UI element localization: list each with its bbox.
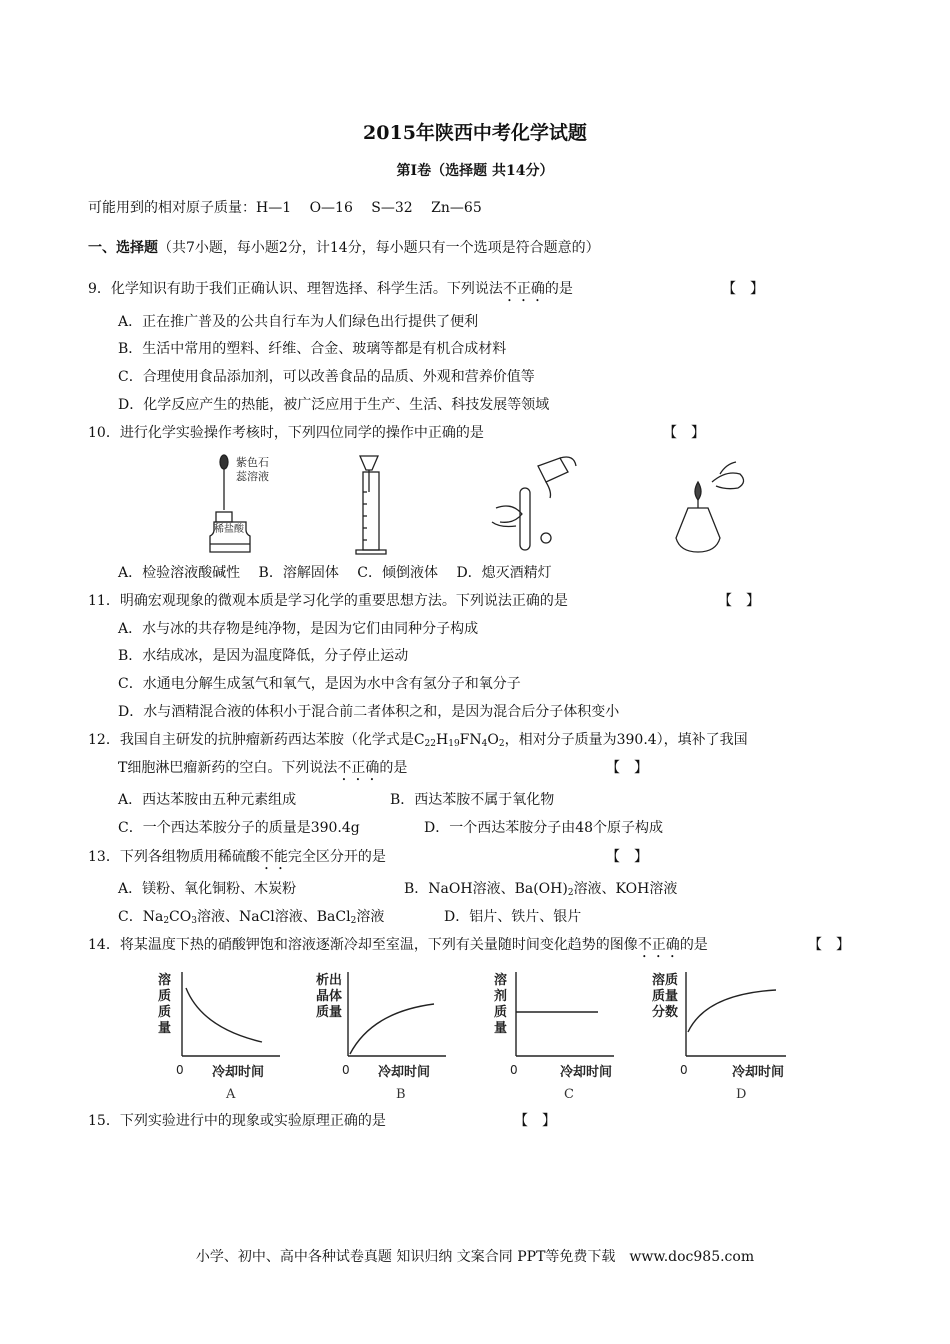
- question-12-stem: [88, 730, 748, 754]
- graph-b-letter: B: [396, 1087, 406, 1102]
- q13-answer-bracket[interactable]: 【 】: [606, 849, 648, 865]
- page-subtitle: 第Ⅰ卷（选择题 共14分）: [396, 163, 554, 179]
- question-10-stem: 10．进行化学实验操作考核时，下列四位同学的操作中正确的是: [88, 425, 484, 441]
- graph-c-ylabel-2: 剂: [494, 989, 508, 1004]
- alcohol-lamp-icon: [676, 462, 744, 552]
- atomic-mass-line: 可能用到的相对原子质量：H—1 O—16 S—32 Zn—65: [88, 200, 482, 216]
- q12-formula: $C_{22}H_{19}FN_4O_2$: [413, 732, 505, 749]
- q11-option-c[interactable]: C．水通电分解生成氢气和氧气，是因为水中含有氢分子和氧分子: [118, 676, 521, 692]
- dropper-label-top: 紫色石: [236, 456, 269, 469]
- question-13-stem: 13．下列各组物质用稀硫酸不能完全区分开的是: [88, 849, 386, 865]
- q13-option-c[interactable]: C．$Na_2CO_3$溶液、NaCl溶液、BaCl$_2$溶液: [118, 909, 385, 926]
- q12-stem-start: 12．我国自主研发的抗肿瘤新药西达苯胺（化学式是: [88, 732, 414, 748]
- measuring-cylinder-icon: [356, 456, 386, 554]
- graph-c: [494, 972, 614, 1102]
- q13-option-b[interactable]: B．NaOH溶液、$Ba(OH)_2$溶液、KOH溶液: [404, 881, 678, 898]
- q9-stem-end: 的是: [544, 281, 573, 297]
- q14-answer-bracket[interactable]: 【 】: [808, 937, 850, 953]
- graph-a-ylabel-4: 量: [158, 1021, 172, 1036]
- graph-c-letter: C: [564, 1087, 574, 1102]
- q10-options[interactable]: A．检验溶液酸碱性 B．溶解固体 C．倾倒液体 D．熄灭酒精灯: [118, 565, 552, 581]
- graph-a-ylabel-3: 质: [158, 1005, 172, 1020]
- q15-answer-bracket[interactable]: 【 】: [514, 1113, 556, 1129]
- graph-c-ylabel-4: 量: [494, 1021, 508, 1036]
- graph-b-ylabel-1: 析出: [316, 973, 343, 988]
- q11-option-b[interactable]: B．水结成冰，是因为温度降低，分子停止运动: [118, 648, 409, 664]
- graph-d-ylabel-2: 质量: [652, 989, 679, 1004]
- q12-stem-end: ，相对分子质量为390.4），填补了我国: [504, 732, 748, 748]
- section-heading: [88, 238, 600, 258]
- graph-a-curve: [186, 988, 262, 1042]
- graph-b: [316, 972, 446, 1102]
- q12-option-b[interactable]: B．西达苯胺不属于氧化物: [390, 792, 555, 808]
- graph-c-ylabel-3: 质: [494, 1005, 508, 1020]
- q11-answer-bracket[interactable]: 【 】: [718, 593, 760, 609]
- q11-option-a[interactable]: A．水与冰的共存物是纯净物，是因为它们由同种分子构成: [118, 621, 479, 637]
- question-12-stem-line2: T细胞淋巴瘤新药的空白。下列说法不正确的是: [118, 760, 408, 776]
- graph-c-xlabel: 冷却时间: [560, 1065, 613, 1080]
- graph-b-ylabel-3: 质量: [316, 1005, 343, 1020]
- graph-d-ylabel-1: 溶质: [652, 973, 679, 988]
- graph-a-ylabel-2: 质: [158, 989, 172, 1004]
- dropper-label-mid: 蕊溶液: [236, 470, 269, 483]
- question-11-stem: 11．明确宏观现象的微观本质是学习化学的重要思想方法。下列说法正确的是: [88, 593, 568, 609]
- q12-option-d[interactable]: D．一个西达苯胺分子由48个原子构成: [424, 820, 664, 836]
- q13-option-d[interactable]: D．铝片、铁片、银片: [444, 909, 582, 925]
- graph-b-curve: [350, 1004, 434, 1054]
- q9-emphasis: 不正确: [502, 281, 545, 297]
- graph-c-ylabel-1: 溶: [494, 973, 508, 988]
- page-title: 2015年陕西中考化学试题: [363, 122, 587, 144]
- pouring-liquid-icon: [492, 457, 576, 550]
- graph-a-xlabel: 冷却时间: [212, 1065, 265, 1080]
- graph-d-ylabel-3: 分数: [652, 1005, 679, 1020]
- q10-experiment-images: [200, 452, 760, 560]
- q9-answer-bracket[interactable]: 【 】: [722, 281, 764, 297]
- graph-a: [158, 972, 280, 1102]
- graph-d-origin: 0: [680, 1063, 688, 1077]
- page-footer[interactable]: 小学、初中、高中各种试卷真题 知识归纳 文案合同 PPT等免费下载 www.doc985.com: [195, 1249, 755, 1265]
- section-heading-note: （共7小题，每小题2分，计14分，每小题只有一个选项是符合题意的）: [158, 240, 600, 256]
- q12-option-a[interactable]: A．西达苯胺由五种元素组成: [118, 792, 297, 808]
- graph-b-xlabel: 冷却时间: [378, 1065, 431, 1080]
- q13-emphasis: 不能: [259, 849, 288, 865]
- q9-option-a[interactable]: A．正在推广普及的公共自行车为人们绿色出行提供了便利: [118, 314, 479, 330]
- graph-a-ylabel-1: 溶: [158, 973, 172, 988]
- q13-option-a[interactable]: A．镁粉、氧化铜粉、木炭粉: [118, 881, 297, 897]
- graph-a-origin: 0: [176, 1063, 184, 1077]
- q12-answer-bracket[interactable]: 【 】: [606, 760, 648, 776]
- graph-d-xlabel: 冷却时间: [732, 1065, 785, 1080]
- graph-c-origin: 0: [510, 1063, 518, 1077]
- bottle-label: 稀盐酸: [214, 524, 244, 535]
- q9-stem-text: 9．化学知识有助于我们正确认识、理智选择、科学生活。下列说法: [88, 281, 503, 297]
- graph-b-ylabel-2: 晶体: [316, 989, 343, 1004]
- q14-emphasis: 不正确: [637, 937, 680, 953]
- q12-option-c[interactable]: C．一个西达苯胺分子的质量是390.4g: [118, 820, 360, 836]
- question-14-stem: 14．将某温度下热的硝酸钾饱和溶液逐渐冷却至室温，下列有关量随时间变化趋势的图像不正确的是: [88, 937, 708, 953]
- q9-option-d[interactable]: D．化学反应产生的热能，被广泛应用于生产、生活、科技发展等领域: [118, 397, 550, 413]
- q10-answer-bracket[interactable]: 【 】: [663, 425, 705, 441]
- graph-d: [652, 972, 786, 1102]
- q11-option-d[interactable]: D．水与酒精混合液的体积小于混合前二者体积之和，是因为混合后分子体积变小: [118, 704, 620, 720]
- graph-b-origin: 0: [342, 1063, 350, 1077]
- graph-d-curve: [688, 990, 776, 1032]
- q9-option-c[interactable]: C．合理使用食品添加剂，可以改善食品的品质、外观和营养价值等: [118, 369, 535, 385]
- question-9-stem: [88, 279, 573, 305]
- graph-a-letter: A: [226, 1087, 236, 1102]
- q12-emphasis: 不正确: [337, 760, 380, 776]
- section-heading-label: 一、选择题: [88, 240, 158, 256]
- graph-d-letter: D: [736, 1087, 747, 1102]
- q14-graphs: [150, 966, 810, 1104]
- q9-option-b[interactable]: B．生活中常用的塑料、纤维、合金、玻璃等都是有机合成材料: [118, 341, 507, 357]
- question-15-stem: 15．下列实验进行中的现象或实验原理正确的是: [88, 1113, 386, 1129]
